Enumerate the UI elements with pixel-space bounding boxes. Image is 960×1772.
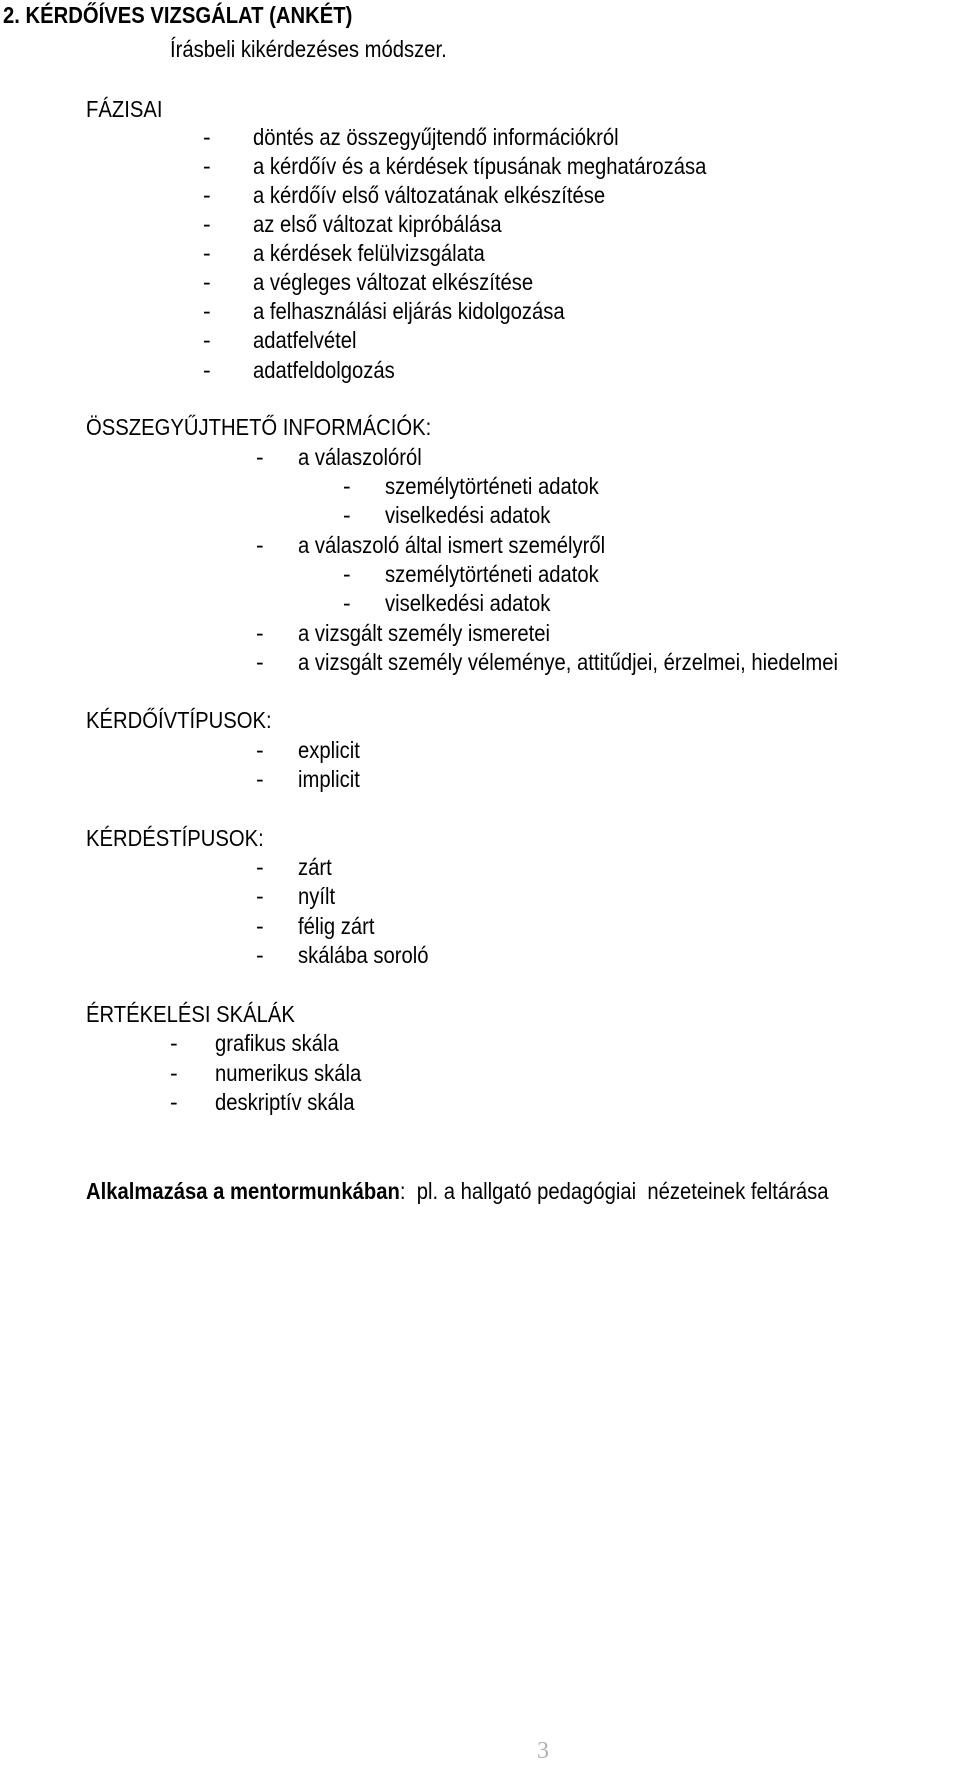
question-types-heading: KÉRDÉSTÍPUSOK:	[86, 825, 264, 851]
document-title: 2. KÉRDŐÍVES VIZSGÁLAT (ANKÉT)	[3, 2, 353, 28]
phases-heading: FÁZISAI	[86, 96, 163, 122]
info-heading: ÖSSZEGYŰJTHETŐ INFORMÁCIÓK:	[86, 414, 432, 440]
document-subtitle: Írásbeli kikérdezéses módszer.	[170, 36, 447, 62]
application-label: Alkalmazása a mentormunkában	[86, 1178, 400, 1204]
application-line	[86, 1178, 930, 1205]
questionnaire-types-heading: KÉRDŐÍVTÍPUSOK:	[86, 707, 272, 733]
page-number: 3	[537, 1738, 549, 1764]
application-text: pl. a hallgató pedagógiai nézeteinek feltárása	[416, 1178, 829, 1204]
application-colon: :	[399, 1178, 406, 1204]
scales-heading: ÉRTÉKELÉSI SKÁLÁK	[86, 1001, 295, 1027]
